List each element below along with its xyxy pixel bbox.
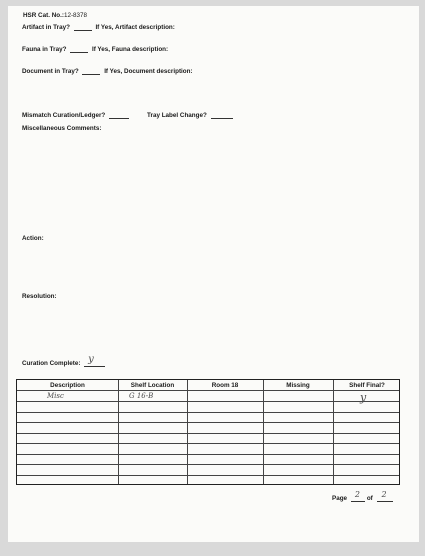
fauna-line bbox=[22, 45, 168, 53]
cell-shelf-final: y bbox=[360, 391, 367, 404]
table-row bbox=[17, 402, 399, 413]
cell-description: Misc bbox=[47, 392, 64, 400]
curation-complete-handwritten: y bbox=[88, 354, 94, 365]
header-room-18: Room 18 bbox=[211, 382, 239, 389]
header-shelf-location: Shelf Location bbox=[130, 382, 175, 389]
fauna-label: Fauna in Tray? bbox=[22, 46, 67, 53]
page-current-blank bbox=[351, 490, 365, 502]
curation-complete-blank[interactable] bbox=[84, 354, 105, 367]
artifact-label: Artifact in Tray? bbox=[22, 24, 70, 31]
table-row bbox=[17, 391, 399, 402]
table-row bbox=[17, 413, 399, 424]
curation-complete-line bbox=[22, 354, 107, 367]
misc-comments-label: Miscellaneous Comments: bbox=[22, 125, 102, 132]
table-row bbox=[17, 455, 399, 466]
action-label: Action: bbox=[22, 235, 44, 242]
document-description-label: If Yes, Document description: bbox=[104, 68, 193, 75]
mismatch-label: Mismatch Curation/Ledger? bbox=[22, 112, 106, 119]
document-line bbox=[22, 67, 193, 75]
catalog-number-value: 12-8378 bbox=[63, 12, 88, 19]
tray-label-change-line bbox=[147, 111, 235, 119]
header-shelf-final: Shelf Final? bbox=[349, 382, 385, 389]
inventory-form-page bbox=[8, 6, 419, 542]
curation-complete-label: Curation Complete: bbox=[22, 360, 81, 367]
cell-shelf-location: G 16-B bbox=[129, 392, 154, 400]
mismatch-answer-blank[interactable] bbox=[109, 111, 129, 119]
page-total-value: 2 bbox=[381, 490, 387, 499]
fauna-answer-blank[interactable] bbox=[70, 45, 88, 53]
tray-contents-table bbox=[16, 379, 400, 485]
document-answer-blank[interactable] bbox=[82, 67, 100, 75]
table-row bbox=[17, 423, 399, 434]
of-label: of bbox=[366, 495, 373, 502]
page-total-blank bbox=[377, 490, 393, 502]
table-row bbox=[17, 444, 399, 455]
artifact-line bbox=[22, 23, 175, 31]
resolution-label: Resolution: bbox=[22, 293, 57, 300]
page-current-value: 2 bbox=[354, 490, 360, 499]
tray-label-change-answer-blank[interactable] bbox=[211, 111, 233, 119]
header-description: Description bbox=[50, 382, 85, 389]
tray-label-change-label: Tray Label Change? bbox=[147, 112, 207, 119]
catalog-number-line bbox=[23, 12, 87, 19]
page-label: Page bbox=[332, 495, 348, 502]
table-row bbox=[17, 465, 399, 476]
mismatch-line bbox=[22, 111, 131, 119]
fauna-description-label: If Yes, Fauna description: bbox=[91, 46, 169, 53]
document-label: Document in Tray? bbox=[22, 68, 79, 75]
catalog-number-label: HSR Cat. No.: bbox=[23, 12, 64, 19]
table-row bbox=[17, 434, 399, 445]
header-missing: Missing bbox=[286, 382, 310, 389]
artifact-answer-blank[interactable] bbox=[74, 23, 92, 31]
artifact-description-label: If Yes, Artifact description: bbox=[95, 24, 175, 31]
page-footer bbox=[332, 490, 395, 502]
